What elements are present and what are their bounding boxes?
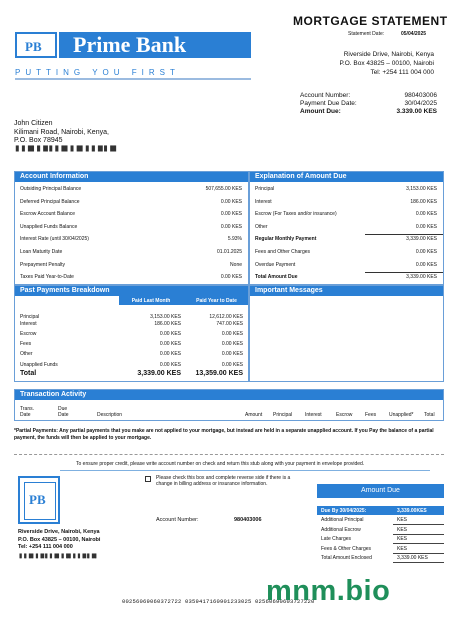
bank-name-banner <box>59 32 251 58</box>
past-payment-last-month: 0.00 KES <box>159 341 181 347</box>
amount-due-value: 3.339.00 KES <box>396 108 437 115</box>
explanation-label: Escrow (For Taxes and/or insurance) <box>255 211 337 218</box>
stub-row-label: Late Charges <box>321 536 352 543</box>
col-amount: Amount <box>245 412 263 418</box>
explanation-label: Other <box>255 223 268 230</box>
stub-row-label: Additional Escrow <box>321 526 361 533</box>
past-payment-ytd: 0.00 KES <box>221 362 243 368</box>
explanation-value: 0.00 KES <box>415 249 437 255</box>
stub-amount-due-header: Amount Due <box>317 484 444 498</box>
stub-row-value: KES <box>397 526 408 533</box>
past-payment-last-month: 3,153.00 KES <box>150 314 181 320</box>
stub-row-label: Fees & Other Charges <box>321 545 372 552</box>
account-info-value: 0.00 KES <box>220 211 242 218</box>
col-trans-date: Trans. Date <box>20 406 34 418</box>
past-payment-last-month: 186.00 KES <box>154 321 181 327</box>
statement-title: MORTGAGE STATEMENT <box>293 14 448 28</box>
stub-barcode: ▐▌▐▌▐█▌▐▌▐█▐▌▐▌▐█▌▐▌▐█▌▐▌▐▌▐█▐▌▐█▌ <box>18 553 98 558</box>
bank-address: Riverside Drive, Nairobi, Kenya P.O. Box 43825 – 00100, Nairobi Tel: +254 111 004 000 <box>339 51 434 76</box>
cut-line <box>14 454 444 455</box>
account-info-label: Deferred Principal Balance <box>20 198 80 205</box>
explanation-panel <box>249 171 444 285</box>
account-info-value: 0.00 KES <box>220 274 242 281</box>
stub-due-by-label: Due By 30/04/2025: <box>321 508 367 514</box>
explanation-label: Regular Monthly Payment <box>255 236 317 243</box>
account-info-value: 0.00 KES <box>220 223 242 230</box>
explanation-value: 3,339.00 KES <box>406 236 437 243</box>
explanation-label: Overdue Payment <box>255 261 296 268</box>
explanation-separator <box>365 234 443 235</box>
account-info-label: Loan Maturity Date <box>20 249 63 255</box>
explanation-label: Fees and Other Charges <box>255 249 311 255</box>
account-info-label: Prepayment Penalty <box>20 261 66 268</box>
stub-row-line <box>393 524 444 525</box>
past-payment-ytd: 0.00 KES <box>221 351 243 357</box>
past-payment-last-month: 0.00 KES <box>159 362 181 368</box>
account-info-value: None <box>230 261 242 268</box>
account-info-value: 507,655.00 KES <box>205 186 242 192</box>
statement-date-value: 05/04/2025 <box>401 31 427 37</box>
transaction-activity-header: Transaction Activity <box>15 390 443 400</box>
stub-amount-due-panel <box>317 484 444 566</box>
explanation-row <box>250 271 443 283</box>
bank-logo <box>15 32 251 80</box>
stub-pb-monogram-icon: PB <box>18 476 60 524</box>
explanation-header: Explanation of Amount Due <box>250 172 443 182</box>
stub-row-value: KES <box>397 517 408 523</box>
col-escrow: Escrow <box>336 412 353 418</box>
past-payments-total-c1: 3,339.00 KES <box>137 370 181 377</box>
explanation-label: Total Amount Due <box>255 274 298 281</box>
explanation-row <box>250 233 443 245</box>
logo-underline <box>15 78 251 80</box>
col-due-date: Due Date <box>58 406 69 418</box>
stub-bank-address: Riverside Drive, Nairobi, Kenya P.O. Box 43825 – 00100, Nairobi Tel: +254 111 004 000 <box>18 529 101 550</box>
account-information-panel <box>14 171 249 285</box>
payment-due-date-value: 30/04/2025 <box>404 100 437 107</box>
account-info-row <box>15 221 248 233</box>
account-info-label: Interest Rate (until 30/04/2025) <box>20 236 89 243</box>
paid-ytd-header: Paid Year to Date <box>196 298 237 304</box>
customer-address: John Citizen Kilimani Road, Nairobi, Kenya, P.O. Box 78945 <box>14 120 109 144</box>
customer-barcode: ▐▌▐▌▐█▌▐▌▐█▐▌▐▌▐█▌▐▌▐█▌▐▌▐▌▐█▐▌▐█▌ <box>14 146 118 152</box>
explanation-value: 3,339.00 KES <box>406 274 437 281</box>
past-payment-label: Unapplied Funds <box>20 362 58 368</box>
stub-row-line <box>393 553 444 554</box>
past-payment-ytd: 12,612.00 KES <box>209 314 243 320</box>
explanation-row <box>250 208 443 220</box>
account-info-value: 5.93% <box>227 236 242 243</box>
past-payment-label: Other <box>20 351 33 357</box>
account-information-header: Account Information <box>15 172 248 182</box>
past-payments-total-label: Total <box>20 370 37 377</box>
explanation-value: 3,153.00 KES <box>406 186 437 192</box>
partial-payments-note: *Partial Payments: Any partial payments that you make are not applied to your mortgage, but instead are held in a separate unapplied account. If you Pay the balance of a partial payment, the funds will then be applied to your mortgage. <box>14 428 434 441</box>
explanation-row <box>250 246 443 258</box>
micr-line: 00256069060372722 0359417160901233025 02560690603727220 <box>122 598 315 605</box>
explanation-row <box>250 196 443 208</box>
explanation-row <box>250 221 443 233</box>
stub-row-value: 3,339.00 KES <box>397 555 428 562</box>
col-total: Total <box>424 412 435 418</box>
explanation-value: 0.00 KES <box>415 223 437 230</box>
watermark: mnm.bio <box>266 575 391 607</box>
account-info-value: 01.01.2025 <box>216 249 242 255</box>
important-messages-header: Important Messages <box>250 286 443 296</box>
stub-row-line <box>393 543 444 544</box>
stub-row-value: KES <box>397 545 408 552</box>
account-info-value: 0.00 KES <box>220 198 242 205</box>
past-payment-ytd: 0.00 KES <box>221 341 243 347</box>
explanation-value: 186.00 KES <box>410 198 437 205</box>
stub-account-value: 980403006 <box>234 517 262 523</box>
account-number-label: Account Number: <box>300 92 351 99</box>
transaction-activity-panel <box>14 389 444 421</box>
account-info-label: Outsiding Principal Balance <box>20 186 82 192</box>
stub-due-by-value: 3,339.00KES <box>397 508 427 514</box>
bank-name: Prime Bank <box>73 32 187 57</box>
account-info-row <box>15 246 248 258</box>
past-payment-ytd: 0.00 KES <box>221 331 243 337</box>
past-payments-header: Past Payments Breakdown <box>15 286 248 296</box>
past-payment-label: Escrow <box>20 331 37 337</box>
account-info-row <box>15 208 248 220</box>
pb-monogram-icon: PB <box>15 32 57 58</box>
stub-row-line <box>393 562 444 563</box>
account-info-row <box>15 233 248 245</box>
account-summary <box>300 92 437 116</box>
col-unapplied: Unapplied* <box>389 412 414 418</box>
stub-account-label: Account Number: <box>156 517 199 523</box>
explanation-separator <box>365 272 443 273</box>
paid-last-month-header: Paid Last Month <box>131 298 171 304</box>
explanation-row <box>250 183 443 195</box>
account-info-row <box>15 183 248 195</box>
col-principal: Principal <box>273 412 293 418</box>
explanation-row <box>250 259 443 271</box>
account-number-value: 980403006 <box>404 92 437 99</box>
account-info-row <box>15 259 248 271</box>
customer-name: John Citizen <box>14 120 53 127</box>
statement-date-label: Statement Date: <box>348 31 385 37</box>
account-info-label: Taxes Paid Year-to-Date <box>20 274 74 281</box>
explanation-label: Principal <box>255 186 275 192</box>
important-messages-panel <box>249 285 444 382</box>
stub-row-label: Additional Principal <box>321 517 364 523</box>
explanation-label: Interest <box>255 198 272 205</box>
account-info-row <box>15 271 248 283</box>
stub-row-line <box>393 534 444 535</box>
past-payment-last-month: 0.00 KES <box>159 331 181 337</box>
past-payment-ytd: 747.00 KES <box>216 321 243 327</box>
address-change-checkbox[interactable] <box>145 476 151 482</box>
stub-row-label: Total Amount Enclosed <box>321 555 372 562</box>
past-payments-total-c2: 13,359.00 KES <box>195 370 243 377</box>
col-interest: Interest <box>305 412 322 418</box>
check-box-note: Please check this box and complete reverse side if there is a change in billing address or insurance information. <box>156 475 291 487</box>
explanation-value: 0.00 KES <box>415 211 437 218</box>
explanation-value: 0.00 KES <box>415 261 437 268</box>
col-fees: Fees <box>365 412 377 418</box>
stub-row-value: KES <box>397 536 408 543</box>
account-info-row <box>15 196 248 208</box>
past-payments-panel <box>14 285 249 382</box>
payment-due-date-label: Payment Due Date: <box>300 100 357 107</box>
col-description: Description <box>97 412 123 418</box>
past-payment-label: Interest <box>20 321 37 327</box>
bank-tagline: PUTTING YOU FIRST <box>15 68 180 77</box>
amount-due-label: Amount Due: <box>300 108 341 115</box>
past-payment-label: Principal <box>20 314 40 320</box>
stub-instruction: To ensure proper credit, please write account number on check and return this stub along with your payment in envelope provided. <box>76 461 365 467</box>
past-payment-last-month: 0.00 KES <box>159 351 181 357</box>
past-payment-label: Fees <box>20 341 32 347</box>
account-info-label: Escrow Account Balance <box>20 211 76 218</box>
account-info-label: Unapplied Funds Balance <box>20 223 78 230</box>
